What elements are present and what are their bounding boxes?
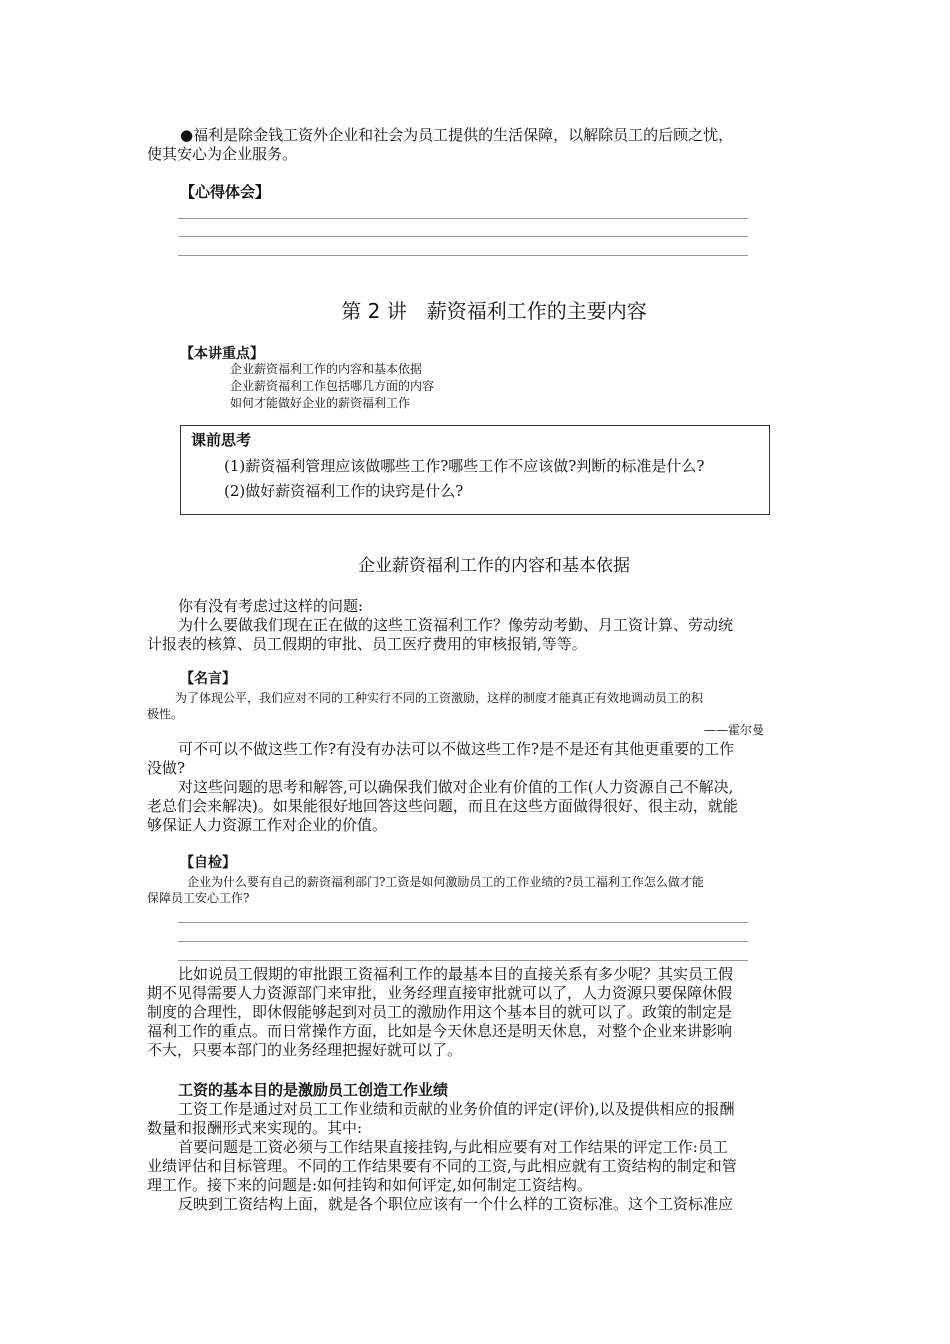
selfcheck-heading: 【自检】 [180, 855, 236, 871]
paragraph: 没做? [147, 759, 186, 777]
paragraph: 理工作。接下来的问题是:如何挂钩和如何评定,如何制定工资结构。 [147, 1176, 592, 1194]
focus-item: 企业薪资福利工作的内容和基本依据 [230, 362, 423, 376]
writing-line [178, 218, 748, 219]
paragraph: 制度的合理性，即休假能够起到对员工的激励作用这个基本目的就可以了。政策的制定是 [147, 1003, 733, 1021]
paragraph: 对这些问题的思考和解答,可以确保我们做对企业有价值的工作(人力资源自己不解决, [178, 778, 734, 796]
writing-line [178, 922, 748, 923]
paragraph: 首要问题是工资必须与工作结果直接挂钩,与此相应要有对工作结果的评定工作:员工 [178, 1138, 728, 1156]
focus-item: 如何才能做好企业的薪资福利工作 [230, 396, 411, 410]
selfcheck-text: 保障员工安心工作? [147, 891, 250, 905]
intro-bullet-line2: 使其安心为企业服务。 [147, 145, 298, 163]
paragraph: 反映到工资结构上面，就是各个职位应该有一个什么样的工资标准。这个工资标准应 [178, 1195, 734, 1213]
paragraph: 老总们会来解决)。如果能很好地回答这些问题，而且在这些方面做得很好、很主动，就能 [147, 797, 738, 815]
prethink-question: (1)薪资福利管理应该做哪些工作?哪些工作不应该做?判断的标准是什么? [224, 457, 705, 475]
writing-line [178, 960, 748, 961]
writing-line [178, 236, 748, 237]
paragraph: 业绩评估和目标管理。不同的工作结果要有不同的工资,与此相应就有工资结构的制定和管 [147, 1157, 737, 1175]
focus-item: 企业薪资福利工作包括哪几方面的内容 [230, 379, 435, 393]
paragraph: 工资工作是通过对员工工作业绩和贡献的业务价值的评定(评价),以及提供相应的报酬 [178, 1100, 735, 1118]
prethink-question: (2)做好薪资福利工作的诀窍是什么? [224, 482, 464, 500]
paragraph: 够保证人力资源工作对企业的价值。 [147, 816, 388, 834]
intro-bullet-line1: ●福利是除金钱工资外企业和社会为员工提供的生活保障，以解除员工的后顾之忧， [180, 126, 734, 144]
paragraph: 你有没有考虑过这样的问题: [178, 597, 364, 615]
paragraph: 为什么要做我们现在正在做的这些工资福利工作？像劳动考勤、月工资计算、劳动统 [178, 616, 734, 634]
paragraph: 福利工作的重点。而日常操作方面，比如是今天休息还是明天休息，对整个企业来讲影响 [147, 1022, 733, 1040]
quote-author: ——霍尔曼 [704, 723, 765, 737]
paragraph: 数量和报酬形式来实现的。其中: [147, 1119, 363, 1137]
selfcheck-text: 企业为什么要有自己的薪资福利部门?工资是如何激励员工的工作业绩的?员工福利工作怎么做才能 [187, 875, 704, 889]
paragraph: 计报表的核算、员工假期的审批、员工医疗费用的审核报销,等等。 [147, 635, 587, 653]
quote-heading: 【名言】 [180, 671, 236, 687]
section-title: 企业薪资福利工作的内容和基本依据 [358, 556, 630, 576]
paragraph: 不大，只要本部门的业务经理把握好就可以了。 [147, 1041, 463, 1059]
paragraph: 可不可以不做这些工作?有没有办法可以不做这些工作?是不是还有其他更重要的工作 [178, 740, 735, 758]
subsection-heading: 工资的基本目的是激励员工创造工作业绩 [178, 1081, 449, 1099]
quote-text: 为了体现公平，我们应对不同的工种实行不同的工资激励，这样的制度才能真正有效地调动员工的积 [175, 691, 704, 705]
paragraph: 比如说员工假期的审批跟工资福利工作的最基本目的直接关系有多少呢？其实员工假 [178, 965, 734, 983]
reflection-heading: 【心得体会】 [180, 183, 271, 201]
writing-line [178, 255, 748, 256]
writing-line [178, 941, 748, 942]
quote-text: 极性。 [147, 707, 184, 721]
lecture-title: 第 2 讲 薪资福利工作的主要内容 [341, 299, 647, 323]
paragraph: 期不见得需要人力资源部门来审批，业务经理直接审批就可以了，人力资源只要保障休假 [147, 984, 733, 1002]
focus-heading: 【本讲重点】 [180, 346, 264, 362]
prethink-heading: 课前思考 [191, 431, 252, 449]
